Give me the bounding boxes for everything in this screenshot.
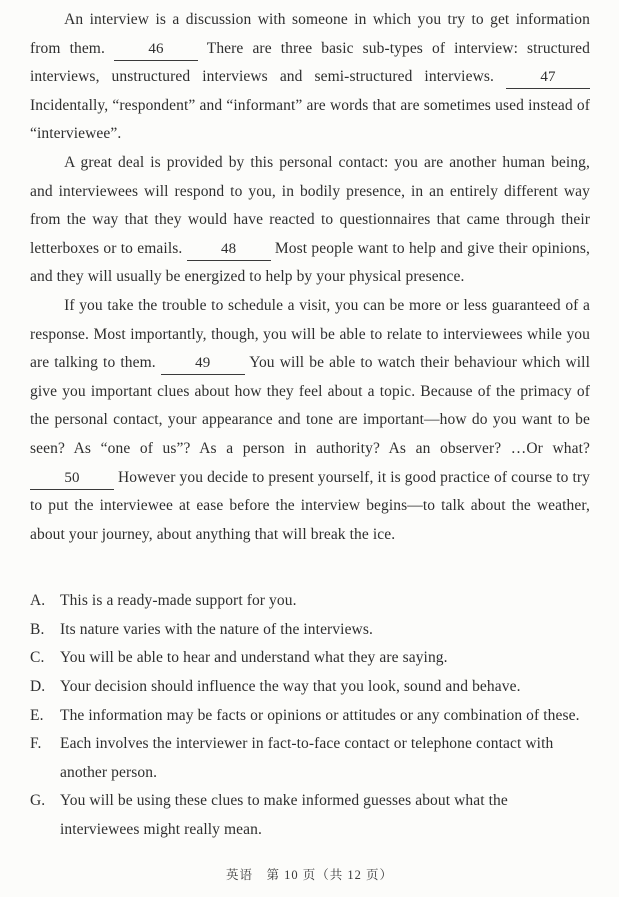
- option-D: [30, 673, 590, 702]
- question-blank-48: 48: [187, 241, 271, 261]
- question-blank-50: 50: [30, 470, 114, 490]
- option-text: The information may be facts or opinions or attitudes or any combination of these.: [60, 706, 580, 724]
- option-text: Your decision should influence the way that you look, sound and behave.: [60, 678, 521, 696]
- option-F: [30, 730, 590, 787]
- option-C: [30, 644, 590, 673]
- question-blank-47: 47: [506, 69, 590, 89]
- paragraph: An interview is a discussion with someone in which you try to get information from them. 46 There are three basic sub-types of interview: structured interviews, unstructured interviews and semi-structured interviews. 47 Incidentally, “respondent” and “informant” are words that are sometimes used instead of “interviewee”.: [30, 11, 590, 143]
- question-blank-46: 46: [114, 41, 198, 61]
- option-B: [30, 616, 590, 645]
- option-letter: E.: [30, 706, 44, 724]
- option-letter: D.: [30, 678, 46, 696]
- option-letter: G.: [30, 792, 46, 810]
- options-list: [30, 587, 590, 844]
- option-text: You will be able to hear and understand what they are saying.: [60, 649, 448, 667]
- footer-text: 英语 第 10 页（共 12 页）: [225, 868, 393, 882]
- option-text: You will be using these clues to make informed guesses about what the interviewees might really mean.: [60, 792, 508, 839]
- page-footer: [0, 865, 619, 883]
- option-text: Its nature varies with the nature of the interviews.: [60, 620, 373, 638]
- option-letter: C.: [30, 649, 45, 667]
- passage: [30, 6, 590, 549]
- option-letter: A.: [30, 592, 46, 610]
- question-blank-49: 49: [161, 355, 245, 375]
- option-text: Each involves the interviewer in fact-to-face contact or telephone contact with another person.: [60, 735, 554, 781]
- option-G: [30, 787, 590, 844]
- option-text: This is a ready-made support for you.: [60, 592, 297, 610]
- option-letter: B.: [30, 620, 45, 638]
- option-A: [30, 587, 590, 616]
- paragraph: A great deal is provided by this personal contact: you are another human being, and interviewees will respond to you, in bodily presence, in an entirely different way from the way that they would have reacted to questionnaires that came through their letterboxes or to emails. 48 Most people want to help and give their opinions, and they will usually be energized to help by your physical presence.: [30, 153, 590, 286]
- paragraph: If you take the trouble to schedule a visit, you can be more or less guaranteed of a response. Most importantly, though, you will be able to relate to interviewees while you are talking to them. 49 You will be able to watch their behaviour which will give you important clues about how they feel about a topic. Because of the primacy of the personal contact, your appearance and tone are important—how do you want to be seen? As “one of us”? As a person in authority? As an observer? …Or what? 50 However you decide to present yourself, it is good practice of course to try to put the interviewee at ease before the interview begins—to talk about the weather, about your journey, about anything that will break the ice.: [30, 296, 590, 543]
- option-letter: F.: [30, 735, 42, 753]
- option-E: [30, 702, 590, 731]
